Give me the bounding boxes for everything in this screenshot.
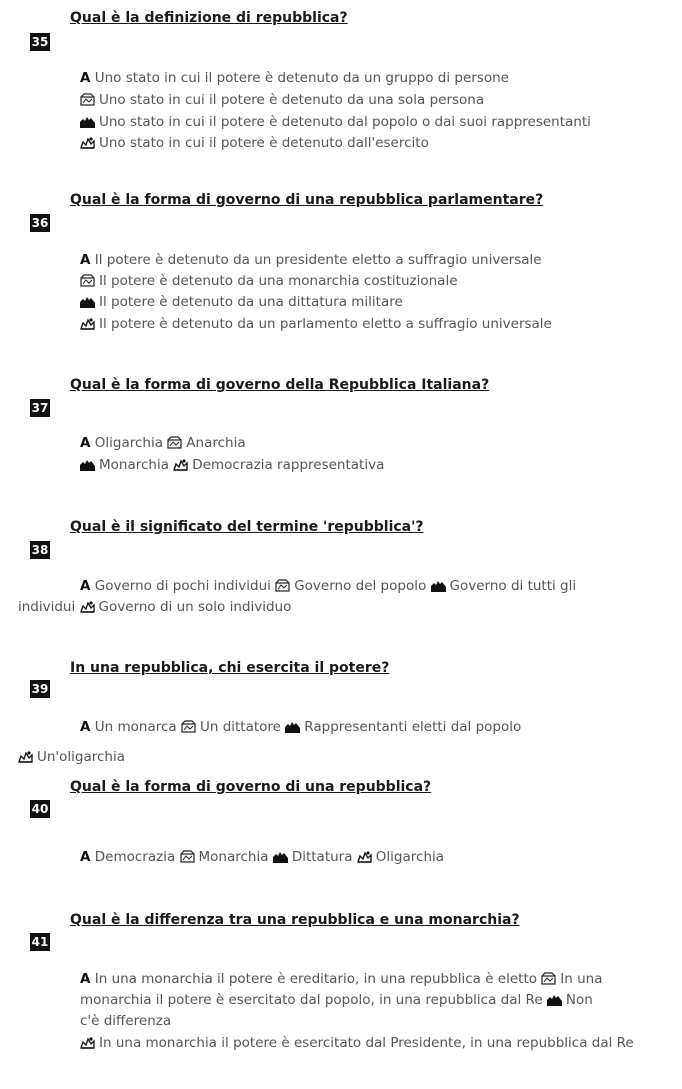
option-d: Un'oligarchia [18, 747, 125, 767]
question-number: 40 [31, 802, 49, 816]
option-d-icon [80, 317, 95, 330]
option-c-icon [431, 579, 446, 592]
option-d: Il potere è detenuto da un parlamento eletto a suffragio universale [80, 314, 552, 334]
option-b: Uno stato in cui il potere è detenuto da una sola persona [80, 90, 484, 110]
question-title: Qual è la definizione di repubblica? [70, 10, 348, 26]
option-b: Il potere è detenuto da una monarchia costituzionale [80, 271, 458, 291]
option-d-icon [80, 136, 95, 149]
option-a: A Il potere è detenuto da un presidente eletto a suffragio universale [80, 252, 542, 268]
option-c-icon [285, 720, 300, 733]
option-a-b-c: A Un monarca Un dittatore Rappresentanti eletti dal popolo [80, 719, 522, 735]
option-c: Il potere è detenuto da una dittatura militare [80, 292, 403, 312]
option-d: In una monarchia il potere è esercitato dal Presidente, in una repubblica dal Re [80, 1033, 634, 1053]
option-d-icon [80, 1036, 95, 1049]
option-c-icon [547, 993, 562, 1006]
option-c-cont: c'è differenza [80, 1013, 172, 1029]
question-number: 37 [31, 401, 49, 415]
question-title: Qual è il significato del termine 'repubblica'? [70, 519, 424, 535]
option-b-icon [80, 93, 95, 106]
option-d-icon [357, 850, 372, 863]
option-b-icon [180, 850, 195, 863]
question-number: 39 [31, 682, 49, 696]
option-c-icon [273, 850, 288, 863]
question-number: 36 [31, 216, 49, 230]
question-number: 41 [31, 935, 49, 949]
option-c: Uno stato in cui il potere è detenuto dal popolo o dai suoi rappresentanti [80, 112, 591, 132]
option-c-icon [80, 115, 95, 128]
option-b-icon [167, 436, 182, 449]
question-number: 38 [31, 543, 49, 557]
option-b-icon [275, 579, 290, 592]
question-title: Qual è la forma di governo della Repubblica Italiana? [70, 377, 490, 393]
option-d-icon [18, 750, 33, 763]
option-a-b: A In una monarchia il potere è ereditario, in una repubblica è eletto In una [80, 971, 603, 987]
option-a: A Uno stato in cui il potere è detenuto da un gruppo di persone [80, 70, 509, 86]
question-number: 35 [31, 35, 49, 49]
question-title: Qual è la forma di governo di una repubblica? [70, 779, 432, 795]
option-b-cont-c: monarchia il potere è esercitato dal popolo, in una repubblica dal Re Non [80, 992, 593, 1008]
question-title: Qual è la differenza tra una repubblica e una monarchia? [70, 912, 520, 928]
option-d-icon [80, 600, 95, 613]
option-d: Uno stato in cui il potere è detenuto dall'esercito [80, 133, 429, 153]
option-c-d: Monarchia Democrazia rappresentativa [80, 455, 384, 475]
option-b-icon [541, 972, 556, 985]
option-a-b-c: A Governo di pochi individui Governo del popolo Governo di tutti gli [80, 578, 577, 594]
option-c-icon [80, 295, 95, 308]
option-c-cont-d: individui Governo di un solo individuo [18, 599, 292, 615]
question-title: Qual è la forma di governo di una repubblica parlamentare? [70, 192, 544, 208]
option-d-icon [173, 458, 188, 471]
question-title: In una repubblica, chi esercita il potere? [70, 660, 390, 676]
option-a-b: A Oligarchia Anarchia [80, 435, 246, 451]
option-a-b-c-d: A Democrazia Monarchia Dittatura Oligarchia [80, 849, 445, 865]
option-b-icon [80, 274, 95, 287]
option-b-icon [181, 720, 196, 733]
option-c-icon [80, 458, 95, 471]
